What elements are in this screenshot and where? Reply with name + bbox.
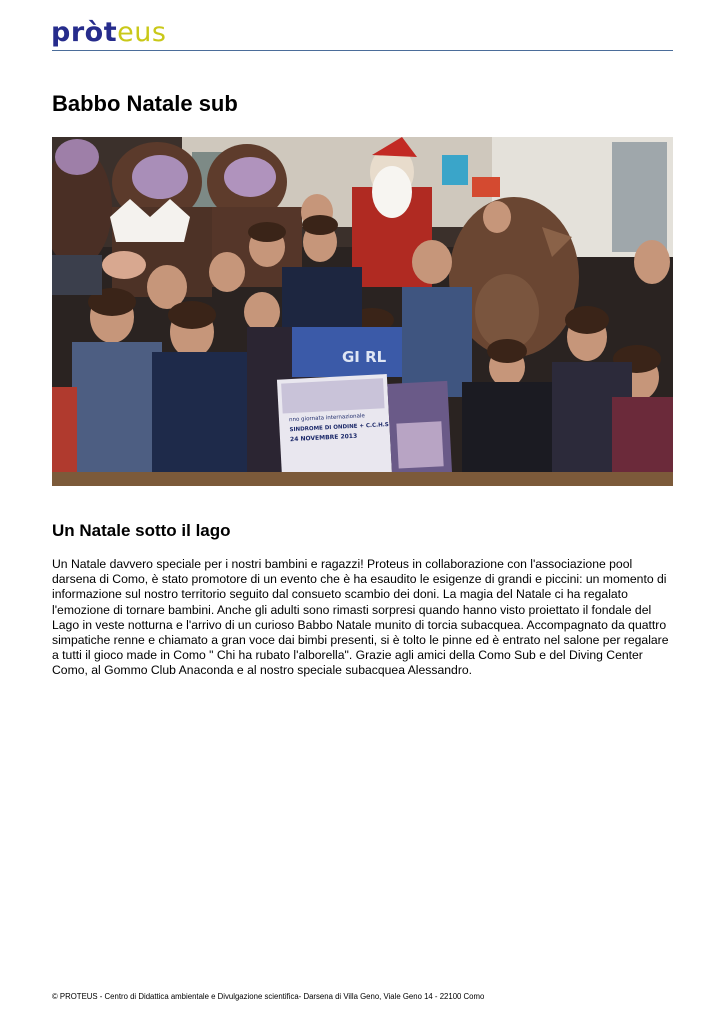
logo-wordmark: [51, 18, 166, 48]
photo-illustration: [52, 137, 673, 486]
logo-pro: pròt: [51, 17, 118, 48]
poster-line-2: SINDROME DI ONDINE + C.C.H.S: [289, 422, 389, 434]
footer-text: © PROTEUS - Centro di Didattica ambientale e Divulgazione scientifica- Darsena di Villa Geno, Viale Geno 14 - 22100 Como: [52, 992, 485, 1001]
article-photo: [52, 137, 673, 486]
page-title: Babbo Natale sub: [52, 91, 238, 116]
article-body: Un Natale davvero speciale per i nostri bambini e ragazzi! Proteus in collaborazione con l'associazione pool darsena di Como, è stato promotore di un evento che è ha esaudito le esigenze di grandi e piccini: un momento di informazione sul nostro territorio seguito dal consueto scambio dei doni. La magia del Natale ci ha regalato l'emozione di tornare bambini. Anche gli adulti sono rimasti sorpresi quando hanno visto proiettato il fondale del Lago in veste notturna e l'arrivo di un curioso Babbo Natale munito di torcia subacquea. Accompagnato da quattro simpatiche renne e chiamato a gran voce dai bimbi presenti, si è tolto le pinne ed è entrato nel salone per regalare a tutti il gioco made in Como " Chi ha rubato l'alborella". Grazie agli amici della Como Sub e del Diving Center Como, al Gommo Club Anaconda e al nostro speciale subacquea Alessandro.: [52, 557, 669, 678]
poster-line-1: nno giornata internazionale: [288, 413, 366, 424]
poster-line-3: 24 NOVEMBRE 2013: [289, 432, 358, 444]
header-divider: [52, 50, 673, 51]
proteus-logo[interactable]: [51, 16, 171, 50]
logo-teus: eus: [117, 17, 167, 48]
section-title: Un Natale sotto il lago: [52, 521, 231, 540]
shirt-text: GI RL: [342, 348, 387, 366]
